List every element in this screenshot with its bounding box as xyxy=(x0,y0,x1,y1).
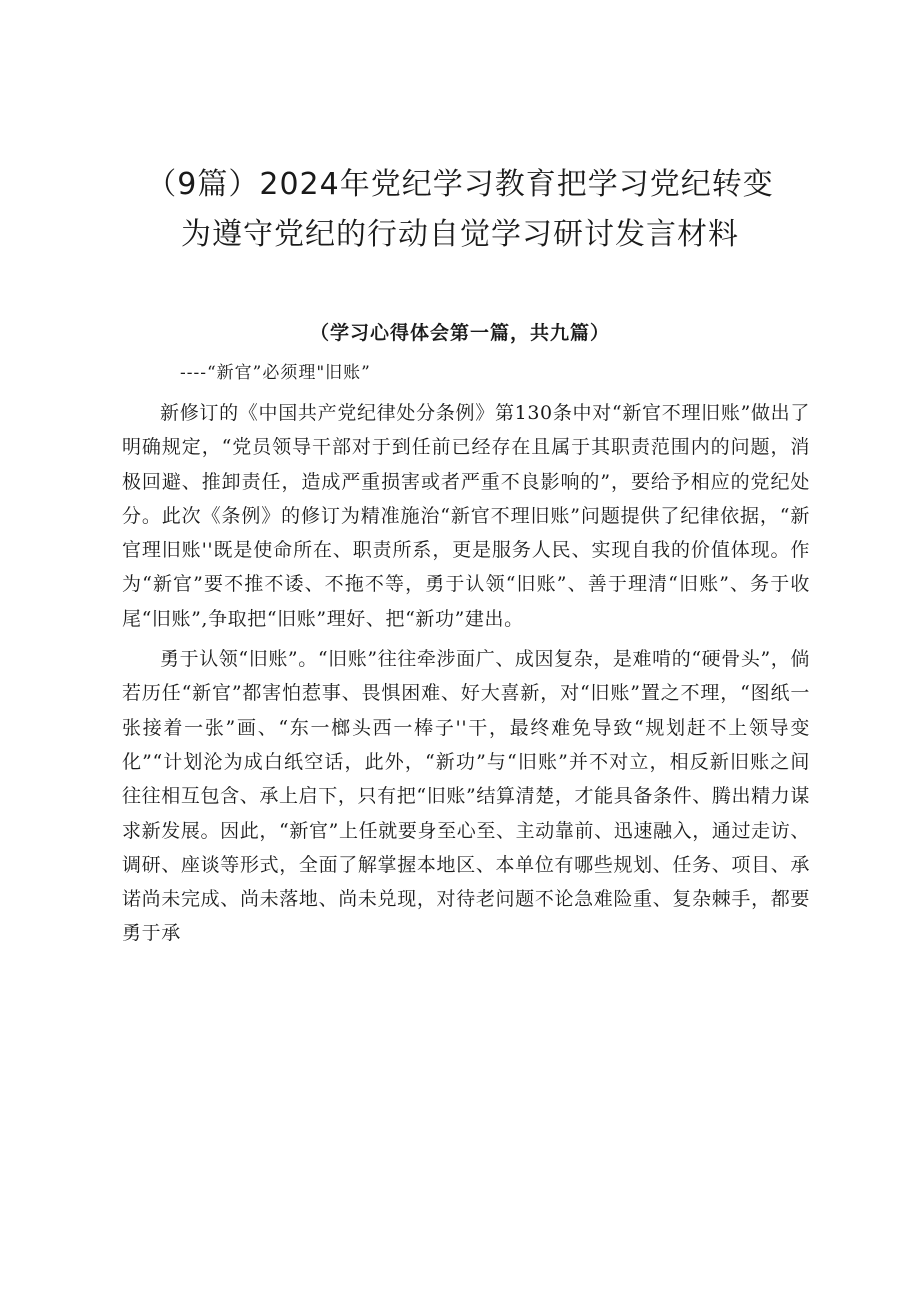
paragraph: 新修订的《中国共产党纪律处分条例》第130条中对“新官不理旧账”做出了明确规定，“党员领导干部对于到任前已经存在且属于其职责范围内的问题，消极回避、推卸责任，造成严重损害或者严重不良影响的”，要给予相应的党纪处分。此次《条例》的修订为精准施治“新官不理旧账”问题提供了纪律依据，“新官理旧账''既是使命所在、职责所系，更是服务人民、实现自我的价值体现。作为“新官”要不推不诿、不拖不等，勇于认领“旧账”、善于理清“旧账”、务于收尾“旧账”,争取把“旧账”理好、把“新功”建出。 xyxy=(122,402,810,630)
document-subtitle: （学习心得体会第一篇，共九篇） xyxy=(309,322,610,344)
title-line-1: （9篇）2024年党纪学习教育把学习党纪转变 xyxy=(146,167,774,202)
article-byline: ----“新官”必须理"旧账” xyxy=(180,363,371,383)
paragraph: 勇于认领“旧账”。“旧账”往往牵涉面广、成因复杂，是难啃的“硬骨头”，倘若历任“新官”都害怕惹事、畏惧困难、好大喜新，对“旧账”置之不理，“图纸一张接着一张”画、“东一榔头西一棒子''干，最终难免导致“规划赶不上领导变化”“计划沦为成白纸空话，此外，“新功”与“旧账”并不对立，相反新旧账之间往往相互包含、承上启下，只有把“旧账”结算清楚，才能具备条件、腾出精力谋求新发展。因此，“新官”上任就要身至心至、主动靠前、迅速融入，通过走访、调研、座谈等形式，全面了解掌握本地区、本单位有哪些规划、任务、项目、承诺尚未完成、尚未落地、尚未兑现，对待老问题不论急难险重、复杂棘手，都要勇于承 xyxy=(122,648,810,945)
title-line-2: 为遵守党纪的行动自觉学习研讨发言材料 xyxy=(181,217,739,252)
document-title xyxy=(100,160,820,260)
document-body xyxy=(122,396,810,957)
